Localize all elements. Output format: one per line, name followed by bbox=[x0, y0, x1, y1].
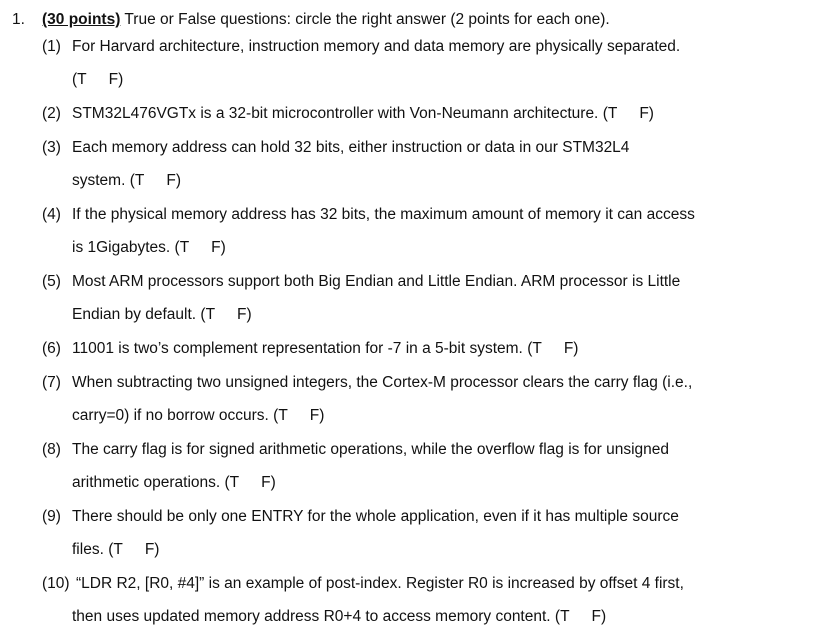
item-text-continued bbox=[72, 406, 324, 426]
item-text-line: files. bbox=[72, 541, 104, 558]
answer-true[interactable]: (T bbox=[554, 608, 570, 625]
answer-true[interactable]: (T bbox=[602, 105, 618, 122]
answer-false[interactable]: F) bbox=[144, 541, 160, 558]
item-number: (10) bbox=[42, 575, 70, 592]
answer-false[interactable]: F) bbox=[108, 71, 124, 88]
answer-true[interactable]: (T bbox=[108, 541, 123, 558]
answer-true[interactable]: (T bbox=[129, 172, 145, 189]
item-text: When subtracting two unsigned integers, the Cortex-M processor clears the carry flag (i.e., bbox=[72, 374, 693, 391]
item-text-continued bbox=[72, 305, 252, 325]
item-text bbox=[72, 104, 654, 124]
points-label: (30 points) bbox=[42, 11, 121, 28]
item-text: Most ARM processors support both Big Endian and Little Endian. ARM processor is Little bbox=[72, 273, 681, 290]
item-text-continued bbox=[72, 540, 159, 560]
item-number: (7) bbox=[42, 374, 61, 391]
item-text-line: is 1Gigabytes. bbox=[72, 239, 171, 256]
item-text: For Harvard architecture, instruction memory and data memory are physically separated. bbox=[72, 38, 681, 55]
item-text-line: Endian by default. bbox=[72, 306, 197, 323]
item-text-continued bbox=[72, 473, 276, 493]
item-number: (6) bbox=[42, 340, 61, 357]
question-number: 1. bbox=[12, 11, 25, 28]
item-text-continued bbox=[72, 171, 181, 191]
item-number: (9) bbox=[42, 508, 61, 525]
answer-true[interactable]: (T bbox=[200, 306, 216, 323]
answer-false[interactable]: F) bbox=[639, 105, 654, 122]
item-number: (4) bbox=[42, 206, 61, 223]
answer-false[interactable]: F) bbox=[563, 340, 579, 357]
item-number: (5) bbox=[42, 273, 61, 290]
item-number: (1) bbox=[42, 38, 61, 55]
item-number: (8) bbox=[42, 441, 61, 458]
item-text: The carry flag is for signed arithmetic operations, while the overflow flag is for unsigned bbox=[72, 441, 670, 458]
item-text: “LDR R2, [R0, #4]” is an example of post-index. Register R0 is increased by offset 4 first, bbox=[76, 575, 684, 592]
item-text-line: arithmetic operations. bbox=[72, 474, 221, 491]
item-text-line: carry=0) if no borrow occurs. bbox=[72, 407, 269, 424]
answer-true[interactable]: (T bbox=[527, 340, 542, 357]
item-text-continued bbox=[72, 238, 226, 258]
item-text-line: then uses updated memory address R0+4 to access memory content. bbox=[72, 608, 551, 625]
item-number: (3) bbox=[42, 139, 61, 156]
answer-true[interactable]: (T bbox=[72, 71, 87, 88]
question-header bbox=[42, 10, 610, 30]
question-instruction: True or False questions: circle the right answer (2 points for each one). bbox=[124, 11, 610, 28]
answer-false[interactable]: F) bbox=[166, 172, 181, 189]
answer-false[interactable]: F) bbox=[211, 239, 226, 256]
item-text: Each memory address can hold 32 bits, either instruction or data in our STM32L4 bbox=[72, 139, 630, 156]
answer-false[interactable]: F) bbox=[309, 407, 325, 424]
answer-false[interactable]: F) bbox=[237, 306, 252, 323]
item-text-line: system. bbox=[72, 172, 126, 189]
item-text-line: 11001 is two’s complement representation for -7 in a 5-bit system. bbox=[72, 340, 523, 357]
answer-choice[interactable] bbox=[72, 70, 123, 90]
answer-false[interactable]: F) bbox=[591, 608, 607, 625]
answer-true[interactable]: (T bbox=[224, 474, 240, 491]
answer-false[interactable]: F) bbox=[261, 474, 276, 491]
item-text: If the physical memory address has 32 bits, the maximum amount of memory it can access bbox=[72, 206, 695, 223]
item-text: There should be only one ENTRY for the whole application, even if it has multiple source bbox=[72, 508, 679, 525]
answer-true[interactable]: (T bbox=[273, 407, 288, 424]
answer-true[interactable]: (T bbox=[174, 239, 190, 256]
item-text bbox=[72, 339, 578, 359]
item-text-line: STM32L476VGTx is a 32-bit microcontroller with Von-Neumann architecture. bbox=[72, 105, 599, 122]
item-number: (2) bbox=[42, 105, 61, 122]
item-text-continued bbox=[72, 607, 606, 627]
